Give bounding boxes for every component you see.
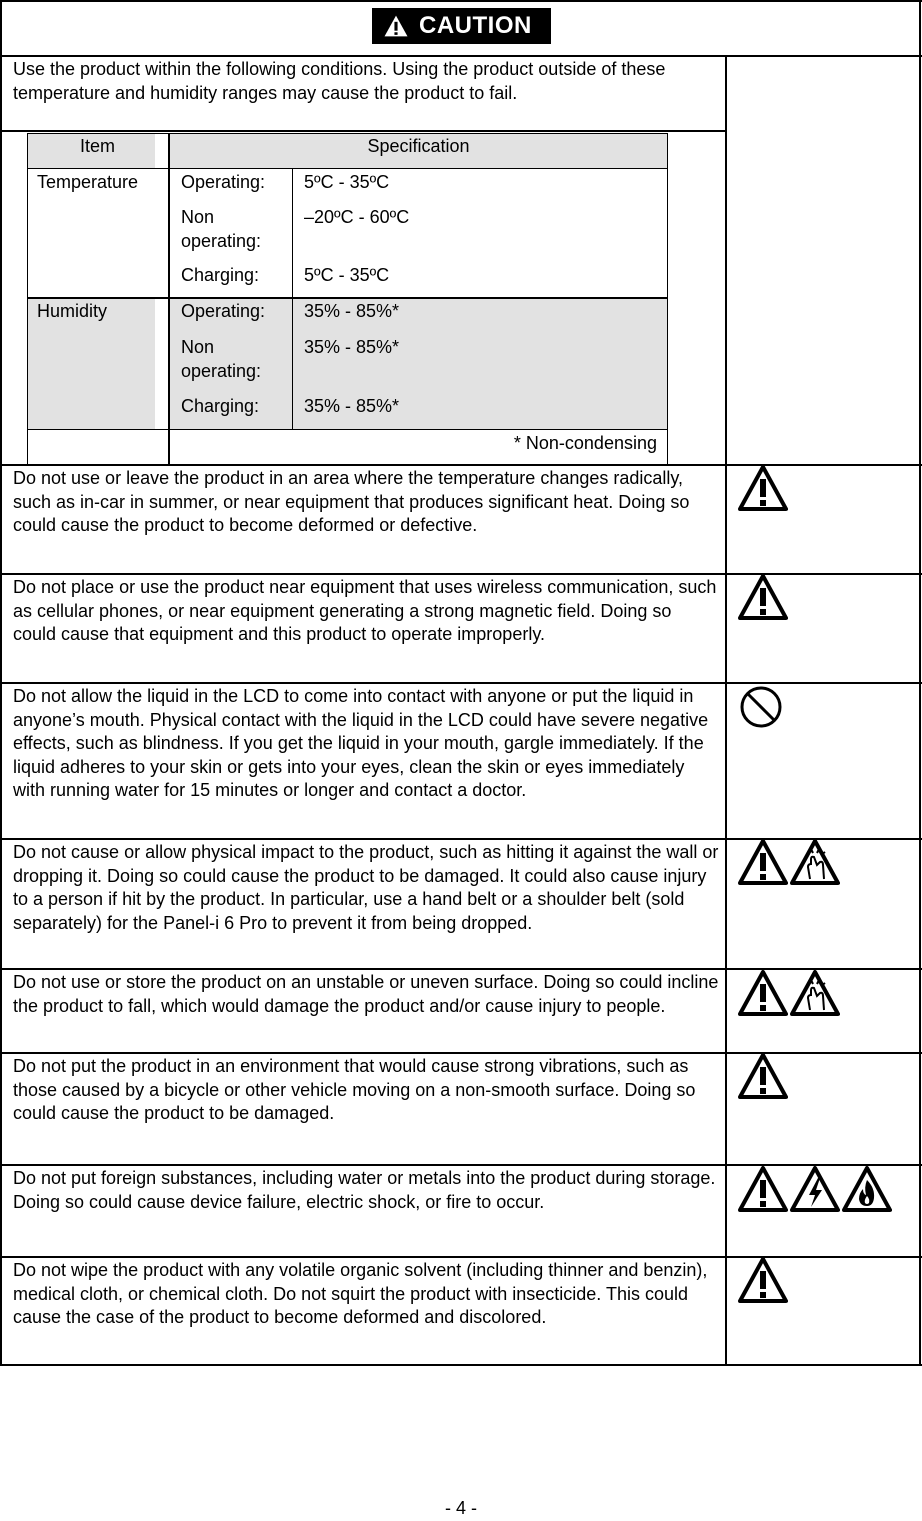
warning-icons	[738, 1053, 790, 1103]
warning-text: Do not put the product in an environment that would cause strong vibrations, such as those caused by a bicycle or other vehicle moving on a non-smooth surface. Doing so could cause the product to be damaged.	[13, 1056, 696, 1123]
hum-operating-cond: Operating:	[181, 301, 266, 321]
warning-icon	[738, 1257, 788, 1303]
warning-icon	[738, 465, 788, 511]
hum-nonop-value: 35% - 85%*	[304, 337, 400, 357]
fire-icon	[842, 1166, 892, 1212]
header-spec: Specification	[367, 136, 470, 156]
warning-icons	[738, 684, 786, 734]
warning-icons	[738, 839, 842, 889]
warning-icon	[738, 574, 788, 620]
warning-text: Do not use or store the product on an unstable or uneven surface. Doing so could incline the product to fall, which would damage the product and/or cause injury to people.	[13, 972, 719, 1016]
hum-charging-value: 35% - 85%*	[304, 396, 400, 416]
electric-shock-icon	[790, 1166, 840, 1212]
warning-text: Do not wipe the product with any volatile organic solvent (including thinner and benzin), medical cloth, or chemical cloth. Do not squirt the product with insecticide. This could cause the case of the product to become deformed and discolored.	[13, 1260, 708, 1327]
humidity-gap-1	[155, 298, 168, 429]
warning-text: Do not allow the liquid in the LCD to come into contact with anyone or put the liquid in anyone’s mouth. Physical contact with the liquid in the LCD could have severe negative effects, such as blindness. If you get the liquid in your mouth, gargle immediately. If the liquid adheres to your skin or gets into your eyes, clean the skin or eyes immediately with running water for 15 minutes or longer and contact a doctor.	[13, 686, 709, 800]
footnote: * Non-condensing	[513, 433, 657, 453]
warning-text: Do not use or leave the product in an area where the temperature changes radically, such as in-car in summer, or near equipment that produces significant heat. Doing so could cause the product to become deformed or defective.	[13, 468, 690, 535]
intro-underline	[0, 130, 727, 132]
warning-icon	[738, 1053, 788, 1099]
temperature-label: Temperature	[37, 172, 139, 192]
temp-charging-cond: Charging:	[181, 265, 260, 285]
warning-icons	[738, 1166, 894, 1216]
header-item: Item	[79, 136, 115, 156]
hum-charging-cond: Charging:	[181, 396, 260, 416]
warning-icon	[738, 1166, 788, 1212]
caution-banner	[372, 8, 551, 44]
cond-col-border	[292, 169, 293, 430]
finger-injury-icon	[790, 970, 840, 1016]
temp-nonop-value: –20ºC - 60ºC	[304, 207, 410, 227]
prohibited-icon	[738, 684, 784, 730]
warning-text: Do not cause or allow physical impact to the product, such as hitting it against the wall or dropping it. Doing so could cause the product to be damaged. It could also cause injury to a person if hit by the product. In particular, use a hand belt or a shoulder belt (sold separately) for the Panel-i 6 Pro to prevent it from being dropped.	[13, 842, 719, 933]
warning-icon	[738, 970, 788, 1016]
header-bottom-border	[27, 168, 668, 169]
frame-top-line	[0, 0, 922, 2]
warning-icons	[738, 574, 790, 624]
hum-operating-value: 35% - 85%*	[304, 301, 400, 321]
table-left-border	[27, 133, 28, 464]
warning-icon	[382, 14, 410, 38]
warning-icon	[738, 839, 788, 885]
warning-icons	[738, 1257, 790, 1307]
hum-nonop-cond: Non operating:	[181, 337, 262, 381]
column-divider-line	[725, 55, 727, 1364]
humidity-label: Humidity	[37, 301, 108, 321]
temp-charging-value: 5ºC - 35ºC	[304, 265, 390, 285]
caution-row-bottom-line	[0, 55, 922, 57]
warning-icons	[738, 970, 842, 1020]
finger-injury-icon	[790, 839, 840, 885]
caution-label: CAUTION	[419, 12, 532, 39]
table-bottom-border	[0, 1364, 922, 1366]
temp-operating-cond: Operating:	[181, 172, 266, 192]
page-number: - 4 -	[444, 1498, 477, 1518]
humidity-bottom-border	[27, 429, 668, 430]
intro-text: Use the product within the following conditions. Using the product outside of these temperature and humidity ranges may cause the product to fail.	[13, 59, 666, 103]
table-right-border	[667, 133, 668, 464]
temp-operating-value: 5ºC - 35ºC	[304, 172, 390, 192]
warning-icons	[738, 465, 790, 515]
warning-text: Do not put foreign substances, including water or metals into the product during storage. Doing so could cause device failure, electric shock, or fire to occur.	[13, 1168, 716, 1212]
temp-nonop-cond: Non operating:	[181, 207, 262, 251]
spec-table	[27, 133, 668, 464]
item-col-border	[168, 133, 170, 464]
warning-text: Do not place or use the product near equipment that uses wireless communication, such as cellular phones, or near equipment generating a strong magnetic field. Doing so could cause that equipment and this product to operate improperly.	[13, 577, 717, 644]
